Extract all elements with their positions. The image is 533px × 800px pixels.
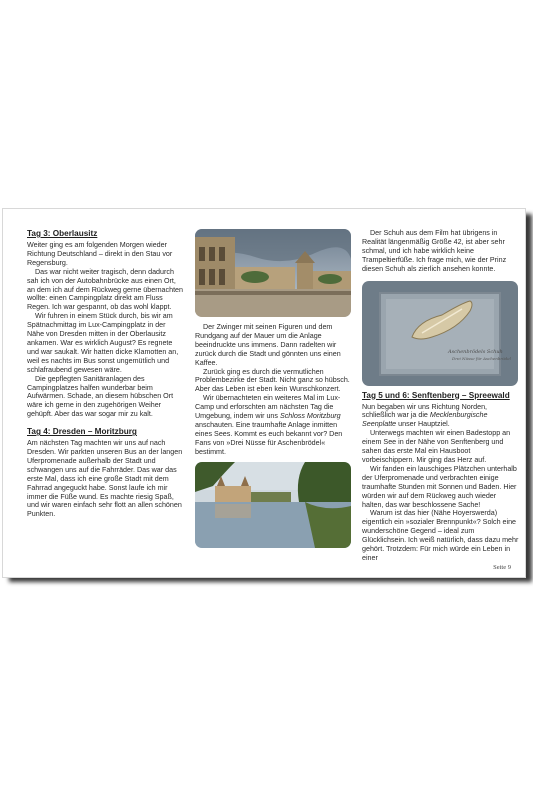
paragraph: Zurück ging es durch die vermutlichen Problembezirke der Stadt. Nicht ganz so hübsch. Aber das Leben ist eben kein Wunschkonzert.	[195, 367, 350, 394]
paragraph: Der Schuh aus dem Film hat übrigens in Realität längenmäßig Größe 42, ist aber sehr schmal, und ich habe wirklich keine Trampeltierfüße. Ich frage mich, wie der Prinz diesen Schuh als zierlich ansehen konnte.	[362, 229, 507, 273]
paragraph: Unterwegs machten wir einen Badestopp an einem See in der Nähe von Senftenberg und sahen das erste Mal ein Hausboot vorbeischippern. Mir ging das Herz auf.	[362, 429, 511, 464]
paragraph: Weiter ging es am folgenden Morgen wieder Richtung Deutschland – direkt in den Stau vor Regensburg.	[27, 241, 173, 267]
page-number: Seite 9	[493, 564, 511, 571]
text-run: Wir übernachteten ein weiteres Mal im Lux-Camp und erforschten am nächsten Tag die Umgebung, indem wir uns	[195, 394, 341, 421]
column-left	[27, 229, 183, 519]
column-right	[362, 229, 519, 563]
paragraph	[362, 403, 519, 430]
heading-tag4: Tag 4: Dresden – Moritzburg	[27, 427, 137, 437]
text-run: unser Hauptziel.	[396, 420, 450, 429]
plaque-inscription: Aschenbrödels Schuh	[448, 348, 503, 355]
column-middle	[195, 229, 353, 548]
paragraph: Warum ist das hier (Nähe Hoyerswerda) eigentlich ein »sozialer Brennpunkt«? Solch eine wunderschöne Gegend – ideal zum Glücklichsein. Ich weiß natürlich, dass dazu mehr gehört. Trotzdem: Für mich würde ein Leben in einer	[362, 509, 519, 562]
moritzburg-photo	[195, 462, 351, 548]
heading-tag3: Tag 3: Oberlausitz	[27, 229, 98, 238]
plaque-subtitle: Drei Nüsse für Aschenbrödel	[452, 355, 511, 361]
paragraph: Wir fanden ein lauschiges Plätzchen unterhalb der Uferpromenade und verbrachten einige traumhafte Stunden mit Sonnen und Baden. Hier würden wir auf dem Rückweg auch wieder halten, das war beschlossene Sache!	[362, 464, 517, 509]
paragraph: Der Zwinger mit seinen Figuren und dem Rundgang auf der Mauer um die Anlage beeindruckte uns immens. Dann radelten wir zurück durch die Stadt und gönnten uns einen Kaffee.	[195, 323, 341, 367]
emphasis-schloss-moritzburg: Schloss Moritzburg	[279, 412, 341, 421]
paragraph: Die gepflegten Sanitäranlagen des Campingplatzes halfen wunderbar beim Aufwärmen. Schade, an diesem hübschen Ort wäre ich gerne in den zugehörigen Weiher gehüpft. Aber das war sogar mir zu kalt.	[27, 374, 174, 419]
paragraph: Wir fuhren in einem Stück durch, bis wir am Spätnachmittag im Lux-Campingplatz in der Nähe von Dresden mitten in der Oberlausitz ankamen. War es wirklich August? Es regnete und war saukalt. Wir hatten dicke Klamotten an, weil es nachts im Bus sonst ungemütlich und schlafraubend gewesen wäre.	[27, 312, 179, 374]
paragraph: Am nächsten Tag machten wir uns auf nach Dresden. Wir parkten unseren Bus an der langen Uferpromenade außerhalb der Stadt und schwangen uns auf die Fahrräder. Das war das erste Mal, dass ich eine große Stadt mit dem Fahrrad angeguckt habe. Sonst laufe ich mir immer die Füße wund. Es machte riesig Spaß, und wir waren einfach sehr flott an allen schönen Punkten.	[27, 439, 183, 519]
heading-tag5-6: Tag 5 und 6: Senftenberg – Spreewald	[362, 390, 510, 400]
paragraph: Das war nicht weiter tragisch, denn dadurch sah ich von der Autobahnbrücke aus einen Ort, an dem ich auf dem Rückweg gerne übernachten wollte: einen Campingplatz direkt am Fluss Regen. Ich war gespannt, ob das wohl klappt.	[27, 267, 183, 312]
paragraph	[195, 394, 353, 456]
text-run: anschauten. Eine traumhafte Anlage inmitten eines Sees. Kommt es euch bekannt vor? Den Fans von »Drei Nüsse für Aschenbrödel« bestimmt.	[195, 420, 343, 456]
zwinger-photo	[195, 229, 351, 317]
book-page	[2, 208, 526, 578]
emphasis-seenplatte: Mecklenburgische Seenplatte	[362, 411, 488, 429]
text-run: Nun begaben wir uns Richtung Norden, schließlich war ja die	[362, 402, 488, 420]
shoe-plaque-photo	[362, 281, 518, 386]
